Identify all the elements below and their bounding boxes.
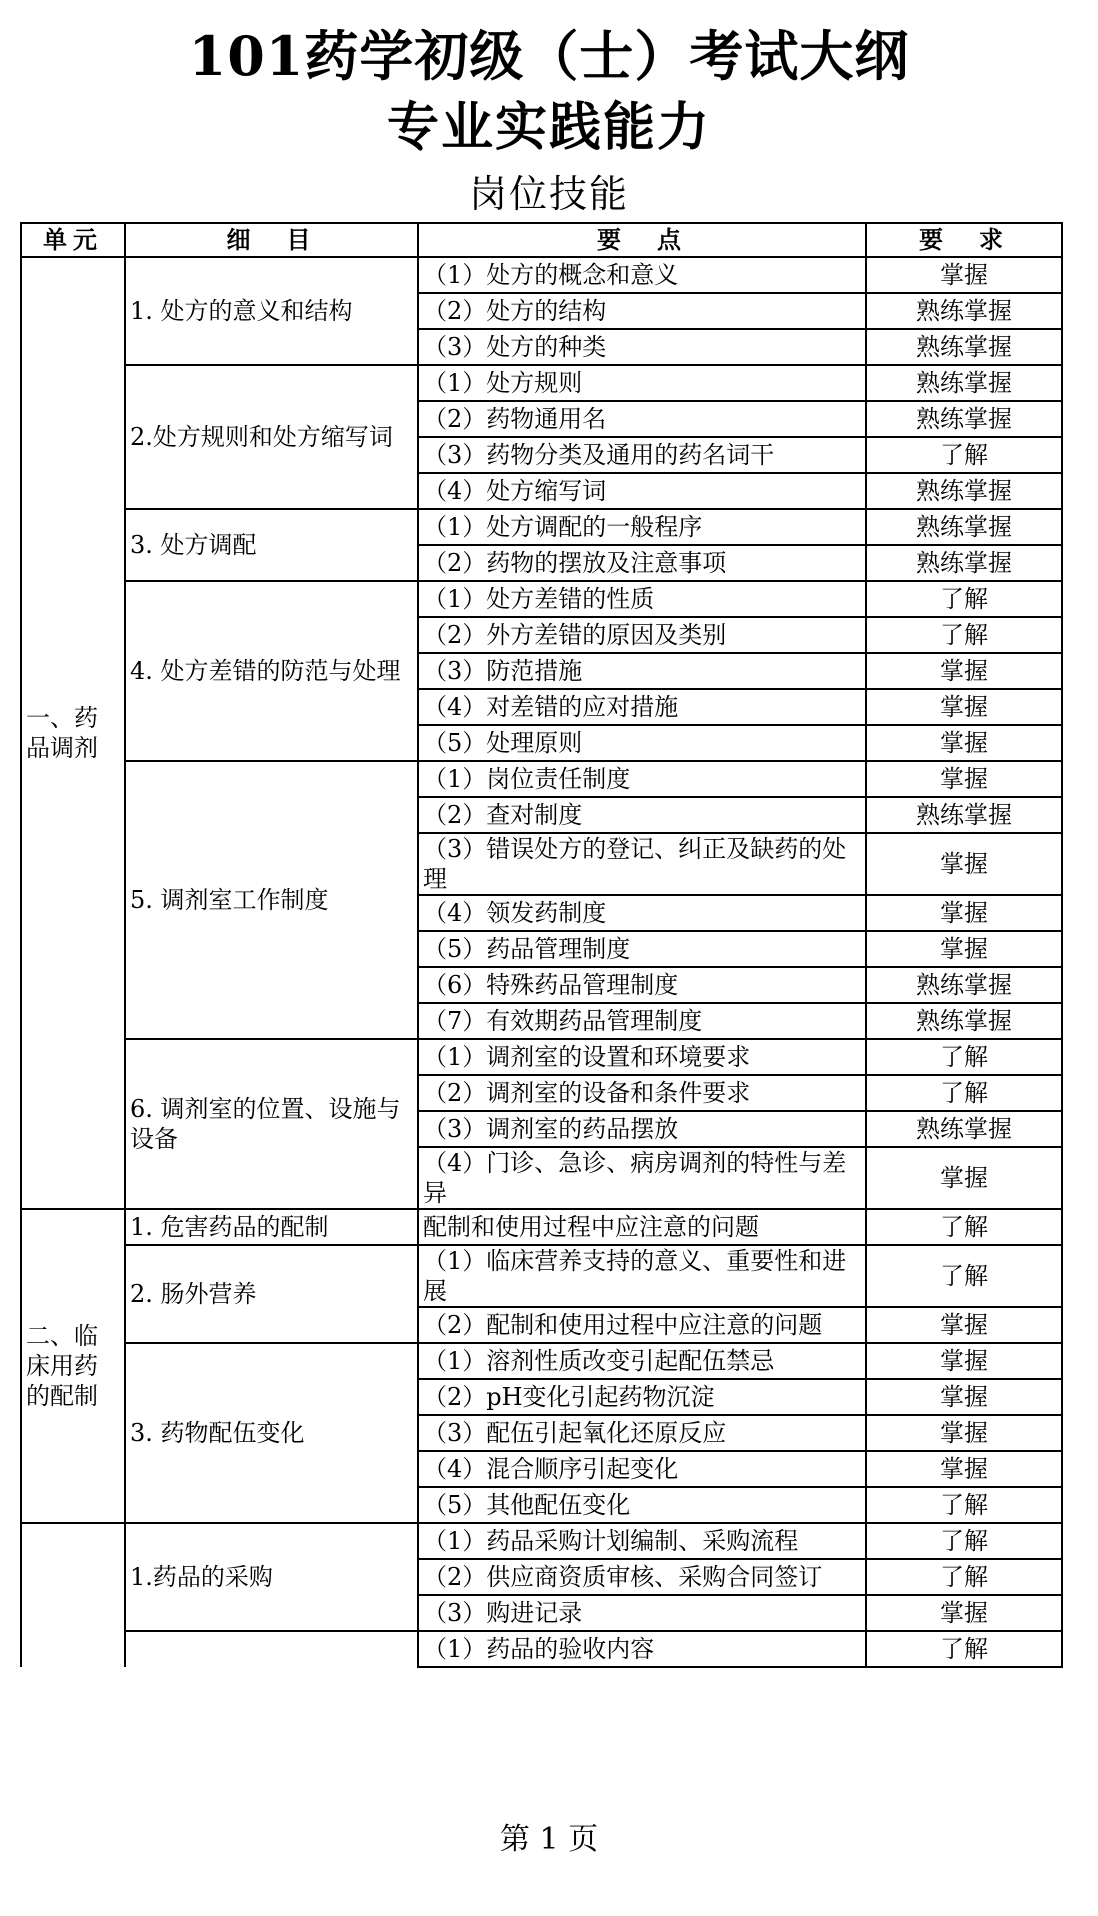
requirement-cell: 了解	[866, 1523, 1062, 1559]
point-cell: （1）溶剂性质改变引起配伍禁忌	[418, 1343, 866, 1379]
table-row	[21, 257, 1062, 293]
point-cell: （4）处方缩写词	[418, 473, 866, 509]
point-cell: （4）门诊、急诊、病房调剂的特性与差异	[418, 1147, 866, 1209]
requirement-cell: 掌握	[866, 1595, 1062, 1631]
detail-cell	[125, 1631, 418, 1667]
point-cell: （3）调剂室的药品摆放	[418, 1111, 866, 1147]
requirement-cell: 掌握	[866, 725, 1062, 761]
unit-cell: 二、临床用药的配制	[21, 1209, 125, 1523]
header-unit: 单元	[21, 223, 125, 257]
point-cell: （3）购进记录	[418, 1595, 866, 1631]
requirement-cell: 了解	[866, 1039, 1062, 1075]
page-number: 第 1 页	[499, 1822, 599, 1857]
point-cell: （5）处理原则	[418, 725, 866, 761]
table-row	[21, 581, 1062, 617]
requirement-cell: 熟练掌握	[866, 1111, 1062, 1147]
requirement-cell: 掌握	[866, 257, 1062, 293]
point-cell: （5）其他配伍变化	[418, 1487, 866, 1523]
requirement-cell: 熟练掌握	[866, 797, 1062, 833]
requirement-cell: 熟练掌握	[866, 365, 1062, 401]
detail-cell: 5. 调剂室工作制度	[125, 761, 418, 1039]
point-cell: （3）配伍引起氧化还原反应	[418, 1415, 866, 1451]
point-cell: （1）处方差错的性质	[418, 581, 866, 617]
requirement-cell: 了解	[866, 1245, 1062, 1307]
requirement-cell: 了解	[866, 1631, 1062, 1667]
point-cell: （2）药物的摆放及注意事项	[418, 545, 866, 581]
requirement-cell: 熟练掌握	[866, 401, 1062, 437]
table-row	[21, 761, 1062, 797]
point-cell: （2）药物通用名	[418, 401, 866, 437]
syllabus-table	[20, 222, 1063, 1668]
point-cell: （7）有效期药品管理制度	[418, 1003, 866, 1039]
requirement-cell: 熟练掌握	[866, 509, 1062, 545]
requirement-cell: 了解	[866, 1559, 1062, 1595]
detail-cell: 6. 调剂室的位置、设施与设备	[125, 1039, 418, 1209]
header-point: 要 点	[418, 223, 866, 257]
point-cell: （2）配制和使用过程中应注意的问题	[418, 1307, 866, 1343]
section-heading: 岗位技能	[468, 172, 629, 216]
requirement-cell: 了解	[866, 581, 1062, 617]
detail-cell: 4. 处方差错的防范与处理	[125, 581, 418, 761]
point-cell: （1）药品采购计划编制、采购流程	[418, 1523, 866, 1559]
requirement-cell: 熟练掌握	[866, 545, 1062, 581]
requirement-cell: 掌握	[866, 689, 1062, 725]
requirement-cell: 了解	[866, 1209, 1062, 1245]
requirement-cell: 掌握	[866, 1451, 1062, 1487]
requirement-cell: 了解	[866, 437, 1062, 473]
point-cell: （2）pH变化引起药物沉淀	[418, 1379, 866, 1415]
requirement-cell: 熟练掌握	[866, 293, 1062, 329]
requirement-cell: 掌握	[866, 1379, 1062, 1415]
point-cell: （4）混合顺序引起变化	[418, 1451, 866, 1487]
point-cell: （3）处方的种类	[418, 329, 866, 365]
detail-cell: 1. 危害药品的配制	[125, 1209, 418, 1245]
document-title: 101药学初级（士）考试大纲	[188, 24, 910, 88]
requirement-cell: 了解	[866, 1487, 1062, 1523]
detail-cell: 2. 肠外营养	[125, 1245, 418, 1343]
requirement-cell: 掌握	[866, 931, 1062, 967]
table-body	[21, 257, 1062, 1667]
point-cell: （1）调剂室的设置和环境要求	[418, 1039, 866, 1075]
point-cell: （1）处方规则	[418, 365, 866, 401]
table-row	[21, 365, 1062, 401]
requirement-cell: 熟练掌握	[866, 473, 1062, 509]
point-cell: （1）处方调配的一般程序	[418, 509, 866, 545]
point-cell: （4）领发药制度	[418, 895, 866, 931]
point-cell: （1）处方的概念和意义	[418, 257, 866, 293]
table-header-row	[21, 223, 1062, 257]
point-cell: （2）查对制度	[418, 797, 866, 833]
point-cell: （1）临床营养支持的意义、重要性和进展	[418, 1245, 866, 1307]
point-cell: （1）岗位责任制度	[418, 761, 866, 797]
table-row	[21, 1343, 1062, 1379]
table-row	[21, 1523, 1062, 1559]
point-cell: （3）药物分类及通用的药名词干	[418, 437, 866, 473]
point-cell: （1）药品的验收内容	[418, 1631, 866, 1667]
header-detail: 细 目	[125, 223, 418, 257]
requirement-cell: 了解	[866, 617, 1062, 653]
point-cell: （6）特殊药品管理制度	[418, 967, 866, 1003]
table-row	[21, 1039, 1062, 1075]
requirement-cell: 掌握	[866, 895, 1062, 931]
point-cell: （2）外方差错的原因及类别	[418, 617, 866, 653]
point-cell: （3）错误处方的登记、纠正及缺药的处理	[418, 833, 866, 895]
detail-cell: 3. 药物配伍变化	[125, 1343, 418, 1523]
table-row	[21, 509, 1062, 545]
unit-cell	[21, 1523, 125, 1667]
detail-cell: 3. 处方调配	[125, 509, 418, 581]
requirement-cell: 熟练掌握	[866, 1003, 1062, 1039]
requirement-cell: 掌握	[866, 1147, 1062, 1209]
point-cell: （5）药品管理制度	[418, 931, 866, 967]
detail-cell: 1. 处方的意义和结构	[125, 257, 418, 365]
requirement-cell: 掌握	[866, 761, 1062, 797]
requirement-cell: 掌握	[866, 1307, 1062, 1343]
point-cell: （4）对差错的应对措施	[418, 689, 866, 725]
detail-cell: 1.药品的采购	[125, 1523, 418, 1631]
point-cell: 配制和使用过程中应注意的问题	[418, 1209, 866, 1245]
table-row	[21, 1245, 1062, 1307]
document-subtitle: 专业实践能力	[386, 97, 711, 158]
requirement-cell: 掌握	[866, 653, 1062, 689]
point-cell: （2）处方的结构	[418, 293, 866, 329]
requirement-cell: 掌握	[866, 1415, 1062, 1451]
detail-cell: 2.处方规则和处方缩写词	[125, 365, 418, 509]
point-cell: （2）供应商资质审核、采购合同签订	[418, 1559, 866, 1595]
requirement-cell: 熟练掌握	[866, 329, 1062, 365]
requirement-cell: 掌握	[866, 833, 1062, 895]
point-cell: （2）调剂室的设备和条件要求	[418, 1075, 866, 1111]
requirement-cell: 了解	[866, 1075, 1062, 1111]
requirement-cell: 熟练掌握	[866, 967, 1062, 1003]
requirement-cell: 掌握	[866, 1343, 1062, 1379]
table-row	[21, 1209, 1062, 1245]
table-row	[21, 1631, 1062, 1667]
point-cell: （3）防范措施	[418, 653, 866, 689]
header-requirement: 要 求	[866, 223, 1062, 257]
unit-cell: 一、药品调剂	[21, 257, 125, 1209]
